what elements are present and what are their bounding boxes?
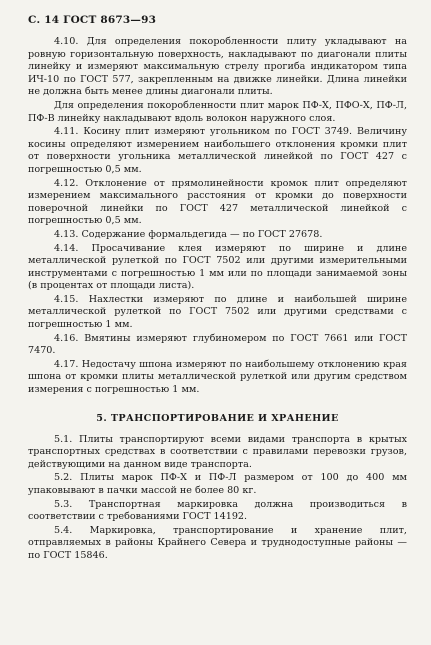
section-4-body <box>28 36 407 397</box>
section-5-body <box>28 434 407 563</box>
paragraph-4-10-note: Для определения покоробленности плит марок ПФ-Х, ПФО-Х, ПФ-Л, ПФ-В линейку накладывают вдоль волокон наружного слоя. <box>28 99 407 124</box>
paragraph-4-13: 4.13. Содержание формальдегида — по ГОСТ 27678. <box>54 228 323 240</box>
paragraph-4-17: 4.17. Недостачу шпона измеряют по наибольшему отклонению края шпона от кромки плиты металлической рулеткой или другим средством измерения с погрешностью 1 мм. <box>28 358 407 396</box>
paragraph-5-1: 5.1. Плиты транспортируют всеми видами транспорта в крытых транспортных средствах в соответствии с правилами перевозки грузов, действующими на данном виде транспорта. <box>28 433 407 470</box>
page-header: С. 14 ГОСТ 8673—93 <box>28 14 157 26</box>
paragraph-5-4: 5.4. Маркировка, транспортирование и хранение плит, отправляемых в районы Крайнего Севера и труднодоступные районы — по ГОСТ 15846. <box>28 524 407 561</box>
paragraph-5-3: 5.3. Транспортная маркировка должна производиться в соответствии с требованиями ГОСТ 14192. <box>28 498 407 523</box>
paragraph-4-11: 4.11. Косину плит измеряют угольником по ГОСТ 3749. Величину косины определяют измерением наибольшего отклонения кромки плит от поверхности угольника металлической линейкой по ГОСТ 427 с погрешностью 0,5 мм. <box>28 126 407 175</box>
section-5-title: 5. ТРАНСПОРТИРОВАНИЕ И ХРАНЕНИЕ <box>96 412 339 424</box>
paragraph-4-14: 4.14. Просачивание клея измеряют по ширине и длине металлической рулеткой по ГОСТ 7502 или другими измерительными инструментами с погрешностью 1 мм или по площади занимаемой зоны (в процентах от площади листа). <box>28 242 407 292</box>
paragraph-4-10: 4.10. Для определения покоробленности плиту укладывают на ровную горизонтальную поверхность, накладывают по диагонали плиты линейку и измеряют максимальную стрелу прогиба индикатором типа ИЧ-10 по ГОСТ 577, закрепленным на движке линейки. Длина линейки не должна быть менее длины диагонали плиты. <box>28 36 407 98</box>
paragraph-4-15: 4.15. Нахлестки измеряют по длине и наибольшей ширине металлической рулеткой по ГОСТ 7502 или другими средствами с погрешностью 1 мм. <box>28 293 407 331</box>
paragraph-4-12: 4.12. Отклонение от прямолинейности кромок плит определяют измерением максимального расстояния от кромки до поверхности поверочной линейки по ГОСТ 427 металлической линейкой с погрешностью 0,5 мм. <box>28 177 407 227</box>
paragraph-5-2: 5.2. Плиты марок ПФ-Х и ПФ-Л размером от 100 до 400 мм упаковывают в пачки массой не более 80 кг. <box>28 472 407 496</box>
paragraph-4-16: 4.16. Вмятины измеряют глубиномером по ГОСТ 7661 или ГОСТ 7470. <box>28 332 407 357</box>
